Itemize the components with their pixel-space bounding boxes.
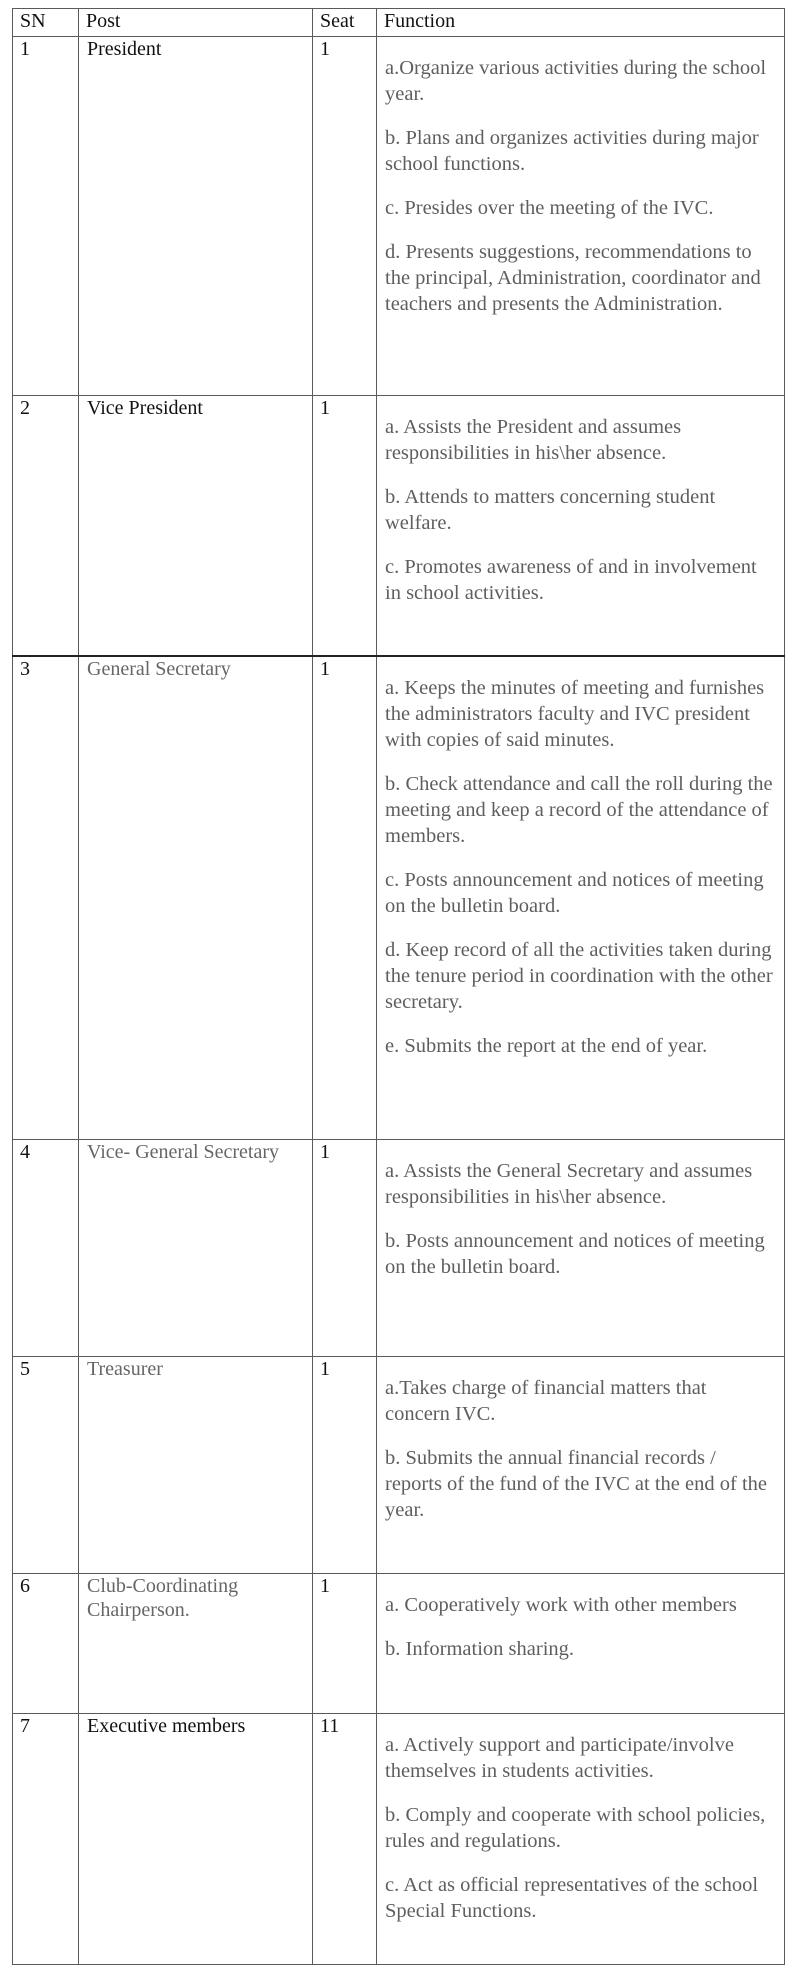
cell-seat: 1 <box>313 656 377 1140</box>
cell-sn: 4 <box>13 1140 79 1357</box>
function-item: a. Cooperatively work with other members <box>385 1594 737 1616</box>
function-item: b. Comply and cooperate with school policies, rules and regulations. <box>385 1804 766 1852</box>
cell-sn: 3 <box>13 656 79 1140</box>
cell-functions <box>377 396 785 657</box>
function-item: b. Attends to matters concerning student welfare. <box>385 486 716 534</box>
cell-sn: 1 <box>13 37 79 396</box>
function-item: b. Posts announcement and notices of meeting on the bulletin board. <box>385 1230 765 1278</box>
function-item: b. Check attendance and call the roll during the meeting and keep a record of the attendance of members. <box>385 773 773 847</box>
function-item: a. Assists the General Secretary and assumes responsibilities in his\her absence. <box>385 1160 753 1208</box>
function-item: c. Presides over the meeting of the IVC. <box>385 197 714 219</box>
table-row <box>13 396 785 657</box>
function-item: d. Keep record of all the activities taken during the tenure period in coordination with the other secretary. <box>385 939 773 1013</box>
header-post: Post <box>79 9 313 37</box>
function-item: a. Actively support and participate/involve themselves in students activities. <box>385 1734 734 1782</box>
cell-sn: 6 <box>13 1574 79 1714</box>
header-seat: Seat <box>313 9 377 37</box>
header-function: Function <box>377 9 785 37</box>
function-item: c. Promotes awareness of and in involvement in school activities. <box>385 556 757 604</box>
cell-sn: 2 <box>13 396 79 657</box>
cell-post: General Secretary <box>79 656 313 1140</box>
cell-post: Vice- General Secretary <box>79 1140 313 1357</box>
function-item: d. Presents suggestions, recommendations to the principal, Administration, coordinator and teachers and presents the Administration. <box>385 241 761 315</box>
cell-seat: 1 <box>313 1140 377 1357</box>
cell-post: President <box>79 37 313 396</box>
function-item: b. Information sharing. <box>385 1638 575 1660</box>
function-item: b. Plans and organizes activities during major school functions. <box>385 127 759 175</box>
cell-seat: 1 <box>313 1574 377 1714</box>
table-row <box>13 1574 785 1714</box>
function-item: a.Organize various activities during the school year. <box>385 57 767 105</box>
table-row <box>13 656 785 1140</box>
cell-post: Vice President <box>79 396 313 657</box>
table-row <box>13 1714 785 1965</box>
function-item: c. Posts announcement and notices of meeting on the bulletin board. <box>385 869 764 917</box>
cell-post: Club-Coordinating Chairperson. <box>79 1574 313 1714</box>
cell-functions <box>377 656 785 1140</box>
function-item: b. Submits the annual financial records / reports of the fund of the IVC at the end of the year. <box>385 1447 767 1521</box>
cell-functions <box>377 1574 785 1714</box>
cell-seat: 1 <box>313 37 377 396</box>
table-header-row <box>13 9 785 37</box>
header-sn: SN <box>13 9 79 37</box>
cell-seat: 1 <box>313 1357 377 1574</box>
cell-functions <box>377 1357 785 1574</box>
cell-post: Treasurer <box>79 1357 313 1574</box>
function-item: a. Keeps the minutes of meeting and furnishes the administrators faculty and IVC president with copies of said minutes. <box>385 677 765 751</box>
function-item: c. Act as official representatives of the school Special Functions. <box>385 1874 759 1922</box>
roles-table <box>12 8 785 1965</box>
cell-sn: 5 <box>13 1357 79 1574</box>
cell-functions <box>377 1140 785 1357</box>
cell-sn: 7 <box>13 1714 79 1965</box>
cell-post: Executive members <box>79 1714 313 1965</box>
cell-seat: 11 <box>313 1714 377 1965</box>
cell-functions <box>377 1714 785 1965</box>
table-row <box>13 37 785 396</box>
cell-functions <box>377 37 785 396</box>
function-item: a.Takes charge of financial matters that concern IVC. <box>385 1377 707 1425</box>
cell-seat: 1 <box>313 396 377 657</box>
function-item: e. Submits the report at the end of year. <box>385 1035 708 1057</box>
table-row <box>13 1357 785 1574</box>
table-row <box>13 1140 785 1357</box>
function-item: a. Assists the President and assumes responsibilities in his\her absence. <box>385 416 682 464</box>
